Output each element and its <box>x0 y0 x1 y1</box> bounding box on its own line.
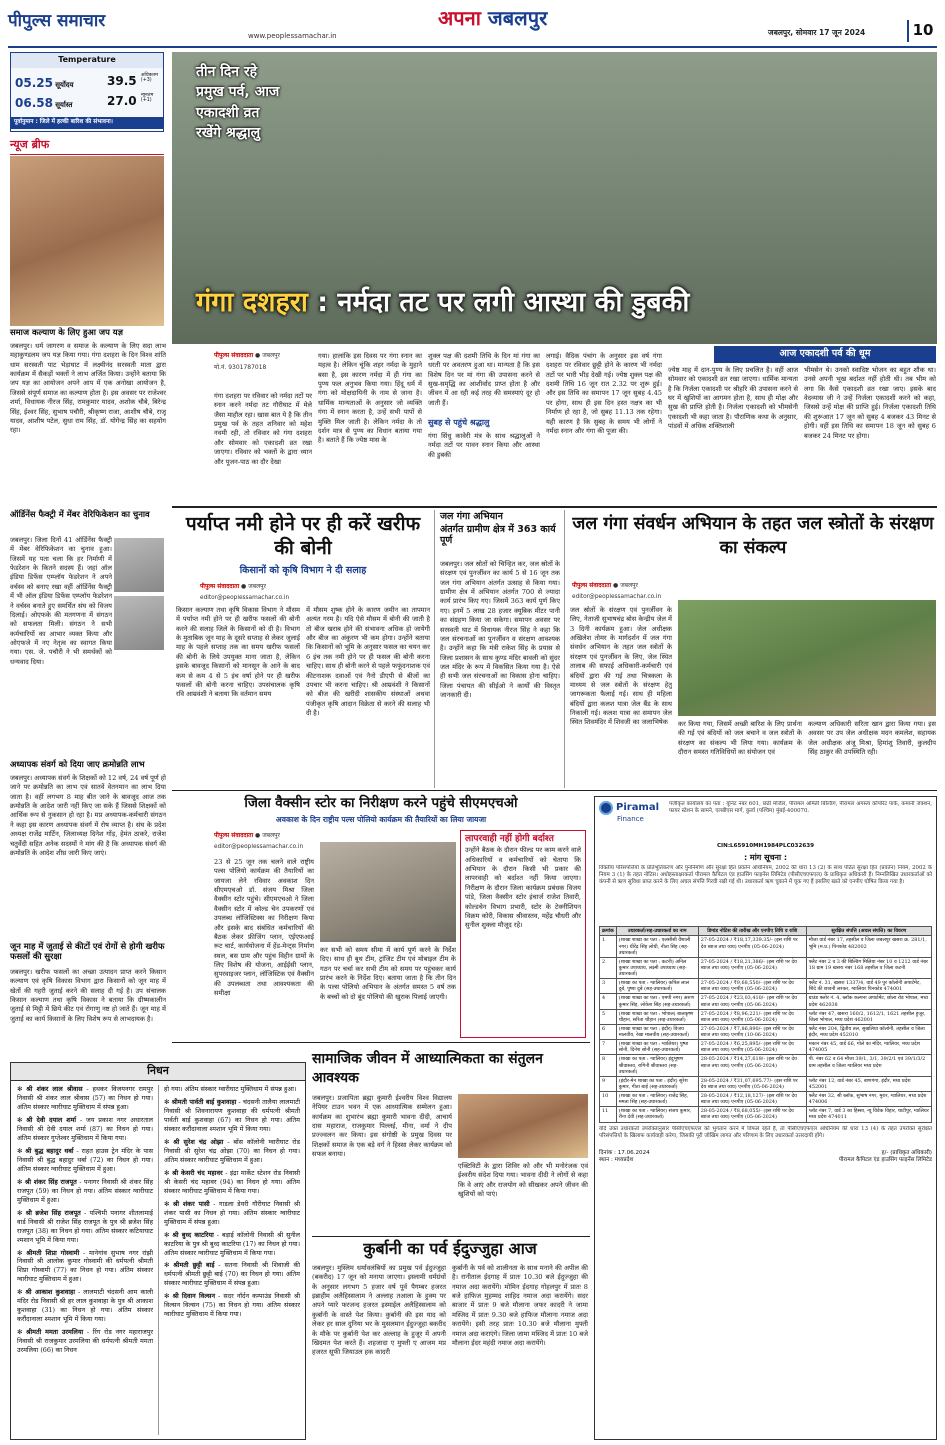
obituary-entry: ✻ श्री बुद्ध बहादुर थर्बा - राहत हाउस ट्रेन मंदिर के पास निवासी श्री बुद्ध बहादुर थर्बा (72) का निधन हो गया। अंतिम संस्कार ग्वारीघाट मुक्तिधाम में हुआ। <box>17 1146 153 1173</box>
vaccine-byline: पीपुल्स संवाददाता ● जबलपुर <box>214 832 281 839</box>
vaccine-sidebar-body: उन्होंने बैठक के दौरान फील्ड पर काम करने वाले अधिकारियों व कर्मचारियों को चेताया कि अभियान के दौरान किसी भी प्रकार की लापरवाही को बर्दाश्त नहीं किया जाएगा। निरीक्षण के दौरान जिला कार्यक्रम प्रबंधक विजय पांडे, जिला वैक्सीन स्टोर इंचार्ज राजेश तिवारी, कोल्डचेन विभाग प्रभारी, स्टोर के टेक्नीशियन विक्रम कोरी, विकास श्रीवास्तव, महेंद्र चौधरी और सुनील शुक्ला मौजूद रहे। <box>465 846 581 930</box>
vaccine-byline-name: पीपुल्स संवाददाता <box>214 832 254 839</box>
lead-body-3: शुक्ल पक्ष की दशमी तिथि के दिन मां गंगा का धरती पर अवतरण हुआ था। मान्यता है कि इस विशेष दिन पर मां गंगा की उपासना करने से सुख-समृद्धि का आशीर्वाद प्राप्त होता है और जीवन में आ रही कई तरह की समस्याएं दूर हो जाती हैं। <box>428 352 540 407</box>
lead-byline-city: जबलपुर <box>262 352 281 359</box>
piramal-cin: CIN:L65910MH1984PLC032639 <box>716 843 815 849</box>
obituary-entry: ✻ श्री शंकर लाल श्रीवास - हथकर विजयनगर रामपुर निवासी श्री शंकर लाल श्रीवास (57) का निधन हो गया। अंतिम संस्कार ग्वारीघाट मुक्तिधाम में संपन्न हुआ। <box>17 1085 153 1111</box>
spiritual-bottom-rule <box>312 1236 590 1237</box>
vaccine-bottom-rule <box>172 1042 590 1043</box>
kharif-email: editor@peoplessamachar.co.in <box>200 595 290 601</box>
notice-cell-borrower: (इंदौर-मेन शाखा का पता : इंदौर) सुरेश कुमार, गीता बाई (सह-उधारकर्ता) <box>616 1076 698 1091</box>
notice-cell-borrower: (शाखा शाखा का पता : ग्वालियर) पुष्पा सोनी, दिनेश सोनी (सह-उधारकर्ता) <box>616 1040 698 1055</box>
min-temp-row <box>107 93 163 109</box>
vaccine-headline: जिला वैक्सीन स्टोर का निरीक्षण करने पहुंचे सीएमएचओ <box>244 795 518 811</box>
notice-row <box>600 1107 932 1122</box>
piramal-table <box>599 926 932 1122</box>
obituary-name: श्रीमती छुट्टी बाई <box>173 1261 215 1270</box>
notice-cell-borrower: (शाखा शाखा का पता : कटनी) अनिल कुमार उपाध्याय, लक्ष्मी उपाध्याय (सह-उधारकर्ता) <box>616 957 698 978</box>
notice-cell-no: 2 <box>600 957 617 978</box>
masthead-rule <box>8 46 937 48</box>
notice-cell-property: प्लॉट नंबर 47, खसरा 160/2, 1612/1, 1621 तहसील हुजूर, जिला भोपाल, मध्य प्रदेश 462001 <box>806 1009 931 1024</box>
sunrise-row <box>15 75 103 91</box>
jal-ganga-short-headline-1: जल गंगा अभियान <box>440 511 503 522</box>
obituary-entry: ✻ श्री देवी दयाल शर्मा - जय प्रकाश नगर अधारताल निवासी श्री देवी दयाल शर्मा (87) का निधन हो गया। अंतिम संस्कार गुप्तेश्वर मुक्तिधाम में किया गया। <box>17 1115 153 1142</box>
obituary-entry: ✻ श्रीमती ममता उरमलिया - रिंग रोड नगर महाराजपुर निवासी श्री राजकुमार उरमलिया की धर्मपत्नी श्रीमती ममता उरमलिया (66) का निधन <box>17 1328 153 1355</box>
news-brief-label: न्यूज ब्रीफ <box>10 138 164 155</box>
kharif-right-divider <box>434 510 435 788</box>
notice-cell-property: फ्लैट नं. 31, खसरा 1337/4, वार्ड 49 पुर कॉलोनी अपार्टमेंट, शिंदे की छावनी लश्कर, ग्वालियर पिनकोड 474001 <box>806 979 931 994</box>
sunset-label: सूर्यास्त <box>55 101 73 109</box>
lead-body-5: लगाई। वैदिक पंचांग के अनुसार इस वर्ष गंगा दशहरा पर रविवार छुट्टी होने के कारण भी नर्मदा तटों पर भारी भीड़ देखी गई। ज्येष्ठ शुक्ल पक्ष की दशमी तिथि 16 जून रात 2.32 पर शुरू हुई। और इस तिथि का समापन 17 जून सुबह 4.45 पर होगा, साथ ही इस दिन हस्त नक्षत्र का भी निर्माण हो रहा है, जो सुबह 11.13 तक रहेगा। यही कारण है कि सुबह के समय भी लोगों ने नर्मदा स्नान और गंगा की पूजा की। <box>546 352 662 435</box>
notice-cell-borrower: (शाखा शाखा का पता : एमपी नगर) अरुण कुमार सिंह, लोकेश सिंह (सह-उधारकर्ता) <box>616 994 698 1009</box>
jal-ganga-short-body: जबलपुर। जल स्रोतों को चिन्हित कर, जल स्रोतों के संरक्षण एवं पुनर्जीवन का कार्य 5 से 16 जून तक जल गंगा अभियान अंतर्गत उत्साह से किया गया। ग्रामीण क्षेत्र में अभियान अंतर्गत 700 से ज्यादा कार्य प्रारंभ किए गए। जिसमें 363 कार्य पूर्ण किए गए। इनमें 5 लाख 28 हजार क्यूबिक मीटर पानी का संग्रहण किया जा सकेगा। समापन अवसर पर सरस्वती घाट में विधायक नीरज सिंह ने कहा कि जल संरचनाओं का पुनर्जीवन व संरक्षण आवश्यक है। उन्होंने कहा कि मंत्री राकेश सिंह के प्रयास से जिला प्रशासन के साथ कुण्ड मंदिर बावली को सुंदर जल मंदिर के रूप में विकसित किया गया है। ऐसे ही सभी जल संरचनाओं का विकास होना चाहिए। जिला पंचायत की सीईओ ने कार्यों की विस्तृत जानकारी दी। <box>440 560 560 700</box>
obituary-name: श्रीमती ममता उरमलिया <box>26 1328 84 1337</box>
paper-name: पीपुल्स समाचार <box>8 11 106 31</box>
max-temp-row <box>107 73 163 89</box>
piramal-company-name: Piramal <box>616 802 660 814</box>
notice-cell-property: प्लॉट नंबर 12, वार्ड नंबर 45, बाणगंगा, इंदौर, मध्य प्रदेश 452001 <box>806 1076 931 1091</box>
vaccine-body-1: 23 से 25 जून तक चलने वाले राष्ट्रीय पल्स पोलियो कार्यक्रम की तैयारियों का जायजा लेने रविवार अवकाश दिन सीएमएचओ डॉ. संजय मिश्रा जिला वैक्सीन स्टोर पहुंचे। सीएमएचओ ने जिला वैक्सीन स्टोर में कोल्ड चेन उपकरणों एवं उपलब्ध लॉजिस्टिक्स का निरीक्षण किया और इसके बाद संबंधित कर्मचारियों की बैठक लेकर फ्रीजिंग प्लान, एईएफआई रूट चार्ट, कार्ययोजना में हेंड-मेन्ट्स निर्माण स्थल, बस ग्राम और पहुंच विहीन ग्रामों के लिए विशेष की योजना, आईईसी प्लान, सुपरवाइजर प्लान, लॉजिस्टिक एवं वैक्सीन की उपलब्धता तथा आवश्यकता की समीक्षा <box>214 858 314 998</box>
obituary-entry: ✻ श्री ब्रजेश सिंह राजपूत - पश्चिमी पनागर शीतलामाई वार्ड निवासी श्री राजेश सिंह राजपूत के पुत्र श्री ब्रजेश सिंह राजपूत (38) का निधन हो गया। अंतिम संस्कार कटियाघाट श्मशान भूमि में किया गया। <box>17 1208 153 1244</box>
obituary-entry <box>164 1085 300 1094</box>
notice-row <box>600 1055 932 1076</box>
kharif-byline-name: पीपुल्स संवाददाता <box>200 583 240 590</box>
obituary-name: श्रीमती शिप्रा गोस्वामी <box>26 1248 80 1257</box>
ekadashi-body-2: भीमसेन थे। उनको स्वादिष्ट भोजन का बहुत शौक था। उनसे अपनी भूख बर्दाश्त नहीं होती थी। तब भीम को लगा कि कैसे एकादशी व्रत रखा जाए। इसके बाद वेदव्यास जी ने उन्हें निर्जला एकादशी करने को कहा, जिससे उन्हें मोक्ष की प्राप्ति हुई। निर्जला एकादशी तिथि की शुरूआत 17 जून को सुबह 4 बजकर 43 मिनट से होगी। वहीं इस तिथि का समापन 18 जून को सुबह 6 बजकर 24 मिनट पर होगा। <box>804 366 936 440</box>
notice-cell-demand: 27-05-2024 / ₹8,96,221/- (इस राशि पर देय ब्याज तथा व्यय) एनपीए (05-06-2024) <box>698 1009 806 1024</box>
notice-cell-property: ग्राउंड फ्लोर नं. 4, ब्लॉक कल्पना अपार्टमेंट, छोला रोड भोपाल, मध्य प्रदेश 462038 <box>806 994 931 1009</box>
jal-ganga-main-byline-city: जबलपुर <box>620 582 639 589</box>
obituary-box <box>10 1062 306 1440</box>
lead-body-4: गंगा सिंधु कावेरी मंत्र के साथ श्रद्धालुओं ने नर्मदा तटों पर पावन स्नान किया और आस्था की डुबकी <box>428 432 540 459</box>
jal-ganga-main-body-1: जल स्रोतों के संरक्षण एवं पुनर्जीवन के लिए, नेताजी सुभाषचंद्र बोस केन्द्रीय जेल में 3 दिनी कार्यक्रम हुआ। जेल अधीक्षक अखिलेश तोमर के मार्गदर्शन में जल गंगा संवर्धन अभियान के तहत जल स्त्रोतों के संरक्षण एवं पुनर्जीवन के लिए, जेल स्थित तालाब की सफाई अधिकारी-कर्मचारी एवं बंदियों द्वारा की गई तथा चित्रकला के माध्यम से जल स्त्रोतों के संरक्षण हेतु जागरूकता फैलाई गई। साथ ही महिला बंदियों द्वारा कलश यात्रा जेल बैंड के साथ निकाली गई। कलश यात्रा का समापन जेल स्थित शिवमंदिर में शिवजी का जलाभिषेक <box>570 606 672 727</box>
max-temp: 39.5 <box>107 74 137 88</box>
obituary-entry: ✻ श्री दिवान विल्सन - सदर नॉर्दन कम्पाउंड निवासी श्री विल्सन विल्सन (75) का निधन हो गया। अंतिम संस्कार ग्वारीघाट मुक्तिधाम में किया गया। <box>164 1292 300 1319</box>
notice-cell-demand: 28-05-2024 / ₹8,68,055/- (इस राशि पर देय ब्याज तथा व्यय) एनपीए (05-06-2024) <box>698 1107 806 1122</box>
sunset-time: 06.58 <box>15 96 53 110</box>
notice-cell-demand: 28-05-2024 / ₹12,18,127/- (इस राशि पर देय ब्याज तथा व्यय) एनपीए (05-06-2024) <box>698 1092 806 1107</box>
weather-box <box>10 52 164 132</box>
spiritual-body-2: एक्टिविटी के द्वारा शिविर को और भी मनोरंजक एवं ईश्वरीय संदेश दिया गया। भावना दीदी ने लोगों से कहा कि वे आएं और राजयोग को सीखकर अपने जीवन की खुशियों को पाएं। <box>458 1162 588 1199</box>
obituary-text: हो गया। अंतिम संस्कार ग्वारीघाट मुक्तिधाम में संपन्न हुआ। <box>164 1085 297 1093</box>
sunset-row <box>15 95 103 111</box>
notice-cell-no: 4 <box>600 994 617 1009</box>
notice-row <box>600 957 932 978</box>
page-number: 10 <box>907 20 937 42</box>
notice-cell-demand: 28-05-2024 / ₹31,07,695.77/- (इस राशि पर देय ब्याज तथा व्यय) एनपीए (05-06-2024) <box>698 1076 806 1091</box>
notice-cell-no: 11 <box>600 1107 617 1122</box>
notice-cell-borrower: (शाखा शाखा का पता : भोपाल) बालकृष्ण चौहान, सरिता चौहान (सह-उधारकर्ता) <box>616 1009 698 1024</box>
notice-cell-demand: 27-05-2024 / ₹18,17,339.35/- (इस राशि पर देय ब्याज तथा व्यय) एनपीए (05-06-2024) <box>698 936 806 957</box>
jal-ganga-main-headline: जल गंगा संवर्धन अभियान के तहत जल स्त्रोतों के संरक्षण का संकल्प <box>572 514 934 559</box>
mid-rule <box>172 790 937 791</box>
obituary-entry: ✻ श्रीमती छुट्टी बाई - सतना निवासी श्री शिवाजी की धर्मपत्नी श्रीमती छुट्टी बाई (70) का निधन हो गया। अंतिम संस्कार ग्वारीघाट मुक्तिधाम में संपन्न हुआ। <box>164 1261 300 1288</box>
section-title-a: अपना <box>438 6 481 30</box>
notice-cell-no: 1 <box>600 936 617 957</box>
vaccine-sidebar <box>460 830 586 1038</box>
col-header-borrower: उधारकर्ता/सह-उधारकर्ता का नाम <box>616 927 698 936</box>
obituary-entry: ✻ श्री सुरेश चंद्र ओझा - बाँस कॉलोनी ग्वारीघाट रोड निवासी श्री सुरेश चंद्र ओझा (70) का निधन हो गया। अंतिम संस्कार ग्वारीघाट मुक्तिधाम में हुआ। <box>164 1137 300 1164</box>
obituary-text: - रिंग रोड नगर महाराजपुर निवासी श्री राजकुमार उरमलिया की धर्मपत्नी श्रीमती ममता उरमलिया (66) का निधन <box>17 1328 153 1355</box>
kharif-body-2: में मौसम शुष्क होने के कारण जमीन का तापमान अत्यंत गरम है। यदि ऐसे मौसम में बोनी की जाती है तो बीज खराब होने की संभावना अधिक हो जायेगी और बीज का अंकुरण भी कम होगा। उन्होंने बताया कि किसानों को भूमि के अनुसार फसल का चयन कर 6 इंच तक नमी होने पर ही फसल की बोनी करना चाहिए। साथ ही बोनी करने से पहले फफूंदनाशक एवं कीटनाशक दवाओं एवं नैनो डीएपी से बीजों का उपचार भी करना चाहिए। श्री आम्रवंशी ने किसानों को बीज की खरीदी शासकीय संस्थाओं अथवा पंजीकृत कृषि आदान विक्रेता से करने की सलाह भी दी है। <box>306 606 430 717</box>
piramal-intro: विक्तीय परिसंपत्तियों के प्रतिभूतिकरण और पुनर्निर्माण और सुरक्षा हित प्रवर्तन अधिनियम, 2002 की धारा 13 (2) के साथ पठित सुरक्षा हित (प्रवर्तन) नियम, 2002 के नियम 3 (1) के तहत नोटिस। अधोहस्ताक्षरकर्ता पीरामल कैपिटल एंड हाउसिंग फाइनेंस लिमिटेड (पीसीएचएफएल) के प्राधिकृत अधिकारी हैं। निम्नलिखित उधारकर्ताओं को कंपनी से ऋण सुविधा प्राप्त करने के लिए अचल संपत्ति गिरवी रखी गई थी। उधारकर्ता ऋण चुकाने में चूक गए हैं इसलिए खाते को एनपीए घोषित किया गया है। <box>599 865 932 886</box>
notice-cell-demand: 27-05-2024 / ₹6,25,895/- (इस राशि पर देय ब्याज तथा व्यय) एनपीए (05-06-2024) <box>698 1040 806 1055</box>
spiritual-body-1: जबलपुर। प्रजापिता ब्रह्मा कुमारी ईश्वरीय विश्व विद्यालय नेपियर टाउन भवन में एक आध्यात्मिक सम्मेलन हुआ। कार्यक्रम का शुभारंभ ब्रह्मा कुमारी भावना दीदी, आचार्य दास महाराज, राजकुमार पिल्लई, मीना, वर्मा ने दीप प्रज्ज्वलन कर किया। इस संगोष्ठी के प्रमुख दिवस पर शिक्षकों समाज के एक बड़े वर्ग ने हिस्सा लेकर कार्यक्रम को सफल बनाया। <box>312 1094 452 1159</box>
jal-ganga-short-headline-2: अंतर्गत ग्रामीण क्षेत्र में 363 कार्य पूर्ण <box>440 524 556 546</box>
jal-ganga-main-body-3: कल्याण अधिकारी सरिता खान द्वारा किया गया। इस अवसर पर उप जेल अधीक्षक मदन कमलेश, सहायक जेल अधीक्षक अंजू मिश्रा, हिमांशु तिवारी, कुलदीप सिंह ठाकुर की उपस्थिति रही। <box>808 720 936 757</box>
obituary-col-2 <box>164 1085 300 1435</box>
min-label: न्यूनतम <box>140 93 154 98</box>
eid-body-1: जबलपुर। मुस्लिम धर्मावलंबियों का प्रमुख पर्व ईदुज्जुहा (बकरीद) 17 जून को मनाया जाएगा। इस्लामी धर्मग्रंथों के अनुसार लगभग 5 हजार वर्ष पूर्व पैगम्बर हजरत इब्राहीम अलैहिस्सलाम ने अल्लाह तआला के हुक्म पर अपने प्यारे फरजन्द हजरत इस्माईल अलैहिस्सलाम को कुर्बानी के वास्ते पेश किया। कुर्बानी की इस याद को लेकर हर साल दुनिया भर के मुसलमान ईदुज्जुहा बकरीद के मौके पर कुर्बानी पेश कर अल्लाह के हुजूर में अपनी खिदमत पेश करते हैं। शहजादा ए मुफ्ती ए आजम मप्र हजरत सूफी जियाउल हक कादरी <box>312 1264 446 1357</box>
jal-ganga-main-body-2: कर किया गया, जिसमें अच्छी बारिश के लिए प्रार्थना की गई एवं बंदियों को जल बचाने व जल स्त्रोतों के संरक्षण का संकल्प भी लिया गया। कार्यक्रम के दौरान समस्त गतिविधियों का संयोजन एवं <box>678 720 802 757</box>
lead-headline <box>196 286 936 320</box>
obituary-entry: ✻ श्रीमती पार्वती बाई कुशवाहा - चंदसनी तालैया लालमाटी निवासी श्री शिवनारायण कुशवाहा की धर्मपत्नी श्रीमती पार्वती बाई कुशवाहा (67) का निधन हो गया। अंतिम संस्कार करौंदानाला श्मशान भूमि में किया गया। <box>164 1097 300 1133</box>
kharif-subhead: किसानों को कृषि विभाग ने दी सलाह <box>239 565 367 576</box>
eid-headline: कुर्बानी का पर्व ईदुज्जुहा आज <box>363 1239 537 1258</box>
lead-photo-caption: तीन दिन रहे प्रमुख पर्व, आज एकादशी व्रत रखेंगे श्रद्धालु <box>196 64 280 141</box>
col-header-demand: डिमांड नोटिस की तारीख और एनपीए तिथि व राशि <box>698 927 806 936</box>
max-label: अधिकतम <box>140 73 158 78</box>
kharif-headline: पर्याप्त नमी होने पर ही करें खरीफ की बोनी <box>185 513 421 560</box>
lead-bottom-rule <box>172 506 937 508</box>
lead-body-2: गया। हालांकि इस दिवस पर गंगा स्नान का महत्व है। लेकिन चूंकि शहर नर्मदा के मुहाने बसा है, इस कारण नर्मदा में ही गंगा का पुण्य फल अनुभव किया गया। हिंदू धर्म में गंगा को मोक्षदायिनी के नाम से जाना है। धार्मिक मान्यताओं के अनुसार जो व्यक्ति गंगा में स्नान करता है, उन्हें सभी पापों से मुक्ति मिल जाती है। लेकिन नर्मदा के तो दर्शन मात्र से पुण्य का विधान बताया गया है। बताते हैं कि ज्येष्ठ मास के <box>318 352 422 445</box>
lead-byline-name: पीपुल्स संवाददाता <box>214 352 254 359</box>
notice-cell-property: पी. नंबर 62 व 64 मौजा 39/1, 3/1, 39/2/1 एवं 39/1/3/2 ग्राम तहसील व जिला ग्वालियर मध्य प्रदेश <box>806 1055 931 1076</box>
max-delta: (+3) <box>140 78 152 84</box>
col-header-property: सुरक्षित संपत्ति (अचल संपत्ति) का विवरण <box>806 927 931 936</box>
notice-cell-no: 6 <box>600 1024 617 1039</box>
ploughing-headline: जून माह में जुताई से कीटों एवं रोगों से होगी खरीफ फसलों की सुरक्षा <box>10 941 165 961</box>
notice-row <box>600 1076 932 1091</box>
notice-cell-demand: 27-05-2024 / ₹7,86,890/- (इस राशि पर देय ब्याज तथा व्यय) एनपीए (10-06-2024) <box>698 1024 806 1039</box>
jal-ganga-main-email: editor@peoplessamachar.co.in <box>572 594 662 600</box>
obituary-text: - सदर नॉर्दन कम्पाउंड निवासी श्री विल्सन विल्सन (75) का निधन हो गया। अंतिम संस्कार ग्वारीघाट मुक्तिधाम में किया गया। <box>164 1292 300 1319</box>
sunrise-label: सूर्योदय <box>55 81 74 89</box>
vaccine-photo <box>320 842 456 942</box>
weather-title: Temperature <box>11 53 163 68</box>
piramal-notice <box>594 796 937 1440</box>
obituary-entry: ✻ श्री शंकर पासी - गाडला डेयरी गौरीघाट निवासी श्री शंकर पासी का निधन हो गया। अंतिम संस्कार ग्वारीघाट मुक्तिधाम में संपन्न हुआ। <box>164 1199 300 1226</box>
lead-byline: पीपुल्स संवाददाता ● जबलपुर <box>214 352 281 359</box>
piramal-table-header <box>600 927 932 936</box>
teachers-body: जबलपुर। अध्यापक संवर्ग के शिक्षकों को 12 वर्ष, 24 वर्ष पूर्ण हो जाने पर क्रमोन्नति का लाभ एवं सातवें वेतनमान का लाभ दिया जाता है। वहीं लगभग 8 माह बीत जाने के बावजूद आज तक क्रमोन्नति के आदेश जारी नहीं किए जा सके हैं जिससे शिक्षकों को आर्थिक रूप से नुकसान हो रहा है। मप्र अध्यापक-कर्मचारी संगठन ने कहा इस कारण अध्यापक संवर्ग में रोष व्याप्त है। संघ के प्रदेश अध्यक्ष राजेंद्र मार्टिन, जिलाध्यक्ष दिनेश गोंड़, हेमंत ठाकरे, राजेश चतुर्वेदी सहित अनेक सदस्यों ने मांग की है कि अध्यापक संवर्ग की क्रमोन्नति के आदेश शीघ्र जारी किए जाएं। <box>10 774 166 857</box>
masthead <box>8 6 937 46</box>
notice-cell-demand: 28-05-2024 / ₹14,27,619/- (इस राशि पर देय ब्याज तथा व्यय) एनपीए (05-06-2024) <box>698 1055 806 1076</box>
obituary-text: - बाँस कॉलोनी ग्वारीघाट रोड निवासी श्री सुरेश चंद्र ओझा (70) का निधन हो गया। अंतिम संस्कार ग्वारीघाट मुक्तिधाम में हुआ। <box>164 1137 300 1164</box>
notice-cell-property: फ्लैट नंबर 204, द्वितीय तल, सुखलिया कॉलोनी, तहसील व जिला इंदौर, मध्य प्रदेश 452010 <box>806 1024 931 1039</box>
notice-cell-no: 10 <box>600 1092 617 1107</box>
obituary-text: - मानेगांव सुभाष नगर रांझी निवासी श्री आलोक कुमार गोस्वामी की धर्मपत्नी श्रीमती शिप्रा गोस्वामी (77) का निधन हो गया। अंतिम संस्कार ग्वारीघाट मुक्तिधाम में हुआ। <box>17 1248 153 1284</box>
jal-ganga-divider <box>564 510 565 788</box>
obituary-text: - हथकर विजयनगर रामपुर निवासी श्री शंकर लाल श्रीवास (57) का निधन हो गया। अंतिम संस्कार ग्वारीघाट मुक्तिधाम में संपन्न हुआ। <box>17 1085 153 1111</box>
notice-cell-borrower: (शाखा शाखा का पता : एलसीसी वैशाली नगर) धीरेंद्र सिंह लोधी, नीता सिंह (सह-उधारकर्ता) <box>616 936 698 957</box>
website-url: www.peoplessamachar.in <box>248 32 337 40</box>
obituary-text: - जय प्रकाश नगर अधारताल निवासी श्री देवी दयाल शर्मा (87) का निधन हो गया। अंतिम संस्कार गुप्तेश्वर मुक्तिधाम में किया गया। <box>17 1115 153 1142</box>
notice-cell-no: 8 <box>600 1055 617 1076</box>
obituary-text: - राहत हाउस ट्रेन मंदिर के पास निवासी श्री बुद्ध बहादुर थर्बा (72) का निधन हो गया। अंतिम संस्कार ग्वारीघाट मुक्तिधाम में हुआ। <box>17 1146 153 1173</box>
notice-cell-property: प्लॉट नंबर 7, वार्ड 3 का हिस्सा, न्यू विवेक विहार, थाटीपुर, ग्वालियर मध्य प्रदेश 474011 <box>806 1107 931 1122</box>
obituary-col-1 <box>17 1085 153 1435</box>
obituary-name: श्री शंकर पासी <box>172 1199 210 1208</box>
ekadashi-body-1: ज्येष्ठ माह में दान-पुण्य के लिए प्रचलित है। वहीं आज सोमवार को एकादशी व्रत रखा जाएगा। धार्मिक मान्यता है कि निर्जला एकादशी पर श्रीहरि की उपासना करने से घर में खुशियों का आगमन होता है, साथ ही मोक्ष और सुख की प्राप्ति होती है। निर्जला एकादशी को भीमसेनी एकादशी भी कहा जाता है। पौराणिक कथा के अनुसार, पांडवों में अधिक शक्तिशाली <box>668 366 798 431</box>
eid-body-2: कुर्बानी के पर्व को शालीनता के साथ मनाने की अपील की है। रानीताल ईदगाह में प्रातः 10.30 बजे ईदुज्जुहा की नमाज अदा करायेंगे। मोमिन ईदगाह गोहलपुर में प्रातः 8 बजे हाफिज मुहम्मद शाहिद नमाज अदा करायेंगे। सदर बाजार में प्रातः 9 बजे मौलाना जफर कादरी ने जामा मस्जिद में प्रातः 9.30 बजे हाफिज मौलाना नमाज अदा करायेंगे। इसी तरह प्रातः 10.30 बजे मौलाना मुफ्ती नमाज अदा कराएंगे। जिला जामा मस्जिद में प्रातः 10 बजे मौलाना ईदर महंदी नमाज अदा करायेंगे। <box>452 1264 588 1347</box>
notice-cell-demand: 27-05-2024 / ₹23,03,410/- (इस राशि पर देय ब्याज तथा व्यय) एनपीए (05-06-2024) <box>698 994 806 1009</box>
obituary-entry: ✻ श्री केसरी चंद महावर - इंद्रा मार्केट स्टेशन रोड निवासी श्री केसरी चंद महावर (94) का निधन हो गया। अंतिम संस्कार ग्वारीघाट मुक्तिधाम में किया गया। <box>164 1168 300 1195</box>
vaccine-byline-city: जबलपुर <box>262 832 281 839</box>
jal-ganga-photo <box>678 600 936 716</box>
jal-ganga-main-byline: पीपुल्स संवाददाता ● जबलपुर <box>572 582 639 589</box>
obituary-name: श्री देवी दयाल शर्मा <box>26 1115 77 1124</box>
obituary-label: निधन <box>147 1064 169 1077</box>
notice-cell-no: 9 <box>600 1076 617 1091</box>
obituary-entry: ✻ श्रीमती शिप्रा गोस्वामी - मानेगांव सुभाष नगर रांझी निवासी श्री आलोक कुमार गोस्वामी की धर्मपत्नी श्रीमती शिप्रा गोस्वामी (77) का निधन हो गया। अंतिम संस्कार ग्वारीघाट मुक्तिधाम में हुआ। <box>17 1248 153 1284</box>
ordnance-headline: ऑर्डिनेंस फैक्ट्री में मेंबर वेरिफिकेशन का चुनाव <box>10 509 150 519</box>
obituary-text: - बड़ाई कॉलोनी निवासी श्री सुनील काटरिया के पुत्र श्री बुध्द काटरिया (17) का निधन हो गया। अंतिम संस्कार ग्वारीघाट मुक्तिधाम में किया गया। <box>164 1230 300 1257</box>
min-temp: 27.0 <box>107 94 137 108</box>
obituary-label-bar <box>11 1063 305 1081</box>
min-delta: (+1) <box>140 98 152 104</box>
ekadashi-label: आज एकादशी पर्व की धूम <box>714 346 936 363</box>
piramal-signature: ह/- (प्राधिकृत अधिकारी) <box>881 1149 932 1156</box>
lead-subhead-morning: सुबह से पहुंचे श्रद्धालु <box>428 418 490 427</box>
obituary-entry: ✻ श्री बुध्द काटरिया - बड़ाई कॉलोनी निवासी श्री सुनील काटरिया के पुत्र श्री बुध्द काटरिया (17) का निधन हो गया। अंतिम संस्कार ग्वारीघाट मुक्तिधाम में किया गया। <box>164 1230 300 1257</box>
obituary-name: श्रीमती पार्वती बाई कुशवाहा <box>171 1097 237 1106</box>
obituary-text: - पश्चिमी पनागर शीतलामाई वार्ड निवासी श्री राजेश सिंह राजपूत के पुत्र श्री ब्रजेश सिंह राजपूत (38) का निधन हो गया। अंतिम संस्कार कटियाघाट श्मशान भूमि में किया गया। <box>17 1208 153 1244</box>
notice-cell-no: 5 <box>600 1009 617 1024</box>
piramal-company-sub: Finance <box>617 815 644 823</box>
obituary-name: श्री शंकर सिंह राजपूत <box>24 1177 77 1186</box>
section-title <box>438 6 547 30</box>
obituary-text: - चंदसनी तालैया लालमाटी निवासी श्री शिवनारायण कुशवाहा की धर्मपत्नी श्रीमती पार्वती बाई कुशवाहा (67) का निधन हो गया। अंतिम संस्कार करौंदानाला श्मशान भूमि में किया गया। <box>164 1097 300 1133</box>
piramal-corp-office: पंजीकृत कार्यालय का पता : यूनिट नंबर 601, छठी मंजिल, पीरामल अमिती बिल्डिंग, पीरामल अगस्त्य कॉर्पोरेट पार्क, कमानी जंक्शन, फायर स्टेशन के सामने, एलबीएस मार्ग, कुर्ला (पश्चिम) मुंबई-400070. <box>669 801 932 815</box>
yagya-photo <box>10 156 164 326</box>
spiritual-photo <box>458 1094 588 1158</box>
lead-mobile: मो.नं. 9301787018 <box>214 364 267 371</box>
notice-cell-property: मौजा वार्ड नंबर 17, तहसील व जिला जबलपुर खसरा क्र. 281/1, भूमि (म.प्र.) पिनकोड 482002 <box>806 936 931 957</box>
lead-body-1: गंगा दशहरा पर रविवार को नर्मदा तटों पर स्नान करने नर्मदा तट गौरीघाट में मेले जैसा माहौल रहा। खास बात ये है कि तीन प्रमुख पर्व के तहत शनिवार को महेश नवमी रही, तो रविवार को गंगा दशहरा और सोमवार को एकादशी व्रत रखा जाएगा। रविवार को भक्तों के द्वारा ध्यान और पूजन-पाठ का दौर देखा <box>214 392 312 466</box>
notice-cell-property: मकान नंबर 45, वार्ड 66, गोले का मंदिर, ग्वालियर, मध्य प्रदेश 474005 <box>806 1040 931 1055</box>
notice-cell-borrower: (शाखा का पता : ग्वालियर) राजेंद्र सिंह, ममता सिंह (सह-उधारकर्ता) <box>616 1092 698 1107</box>
notice-cell-demand: 27-05-2024 / ₹18,21,386/- (इस राशि पर देय ब्याज तथा व्यय) एनपीए (05-06-2024) <box>698 957 806 978</box>
notice-cell-property: फ्लैट नंबर 2 व 3 की बिल्डिंग मिलिया नंबर 10 व 1212 वार्ड नंबर 18 ग्राम 19 खसरा नंबर 168 तहसील व जिला कटनी <box>806 957 931 978</box>
obituary-name: श्री बुद्ध बहादुर थर्बा <box>25 1146 74 1155</box>
weather-forecast: पूर्वानुमान : जिले में हल्की बारिश की संभावना। <box>11 117 163 129</box>
jal-ganga-main-byline-name: पीपुल्स संवाददाता <box>572 582 612 589</box>
notice-row <box>600 1009 932 1024</box>
piramal-place: स्थान : मध्यप्रदेश <box>599 1157 634 1164</box>
obituary-name: श्री केसरी चंद महावर <box>171 1168 223 1177</box>
piramal-logo-icon <box>599 801 613 815</box>
yagya-body: जबलपुर। धर्म जागरण व समाज के कल्याण के लिए सदा लाभ महाकुण्डलम जप यज्ञ किया गया। गंगा दशहरा के दिन विश्व शांति धाम सरस्वती पाट भेड़ाघाट में लक्ष्मीनंद सरस्वती माता द्वारा कार्यक्रम में सैकड़ों भक्तों ने लाभ अर्जित किया। उन्होंने बताया कि जप यज्ञ का आयोजन अपने आप में एक अनोखा आयोजन है, जिससे संपूर्ण समाज का कल्याण होता है। इस अवसर पर राजेश्वर शर्मा, विधायक नीरज सिंह, रामकुमार यादव, अशोक चौबे, बिरेन्द्र सिंह, ईश्वर सिंह, सुभाष पचौरी, श्रीकृष्ण राजा, आशीष चौबे, राजू यादव, आशीष पटेल, सुधा राम सिंह, डॉ. योगेन्द्र सिंह का सहयोग रहा। <box>10 342 166 435</box>
notice-cell-property: फ्लैट नंबर 32, सी ब्लॉक, सुभाष नगर, मुरार, ग्वालियर, मध्य प्रदेश 474006 <box>806 1092 931 1107</box>
obituary-name: श्री आकाश कुशवाहा <box>25 1288 76 1297</box>
obituary-name: श्री शंकर लाल श्रीवास <box>26 1085 83 1093</box>
notice-row <box>600 936 932 957</box>
piramal-title: : मांग सूचना : <box>743 852 788 862</box>
notice-row <box>600 1092 932 1107</box>
obituary-name: श्री सुरेश चंद्र ओझा <box>173 1137 224 1146</box>
notice-cell-borrower: (शाखा शाखा का पता : इंदौर) विजय मालवीय, रेखा मालवीय (सह-उधारकर्ता) <box>616 1024 698 1039</box>
spiritual-headline: सामाजिक जीवन में आध्यात्मिकता का संतुलन आवश्यक <box>312 1051 543 1087</box>
piramal-company-line: पीरामल कैपिटल एंड हाउसिंग फाइनेंस लिमिटेड <box>838 1157 932 1164</box>
teachers-headline: अध्यापक संवर्ग को दिया जाए क्रमोन्नति लाभ <box>10 759 145 769</box>
obituary-entry: ✻ श्री आकाश कुशवाहा - लालमाटी चंदसनी आम काली मंदिर रोड निवासी श्री हर लाल कुशवाहा के पुत्र श्री आकाश कुशवाहा (31) का निधन हो गया। अंतिम संस्कार करौंदानाला श्मशान भूमि में किया गया। <box>17 1288 153 1324</box>
notice-cell-demand: 27-05-2024 / ₹9,68,550/- (इस राशि पर देय ब्याज तथा व्यय) एनपीए (05-06-2024) <box>698 979 806 994</box>
notice-cell-no: 7 <box>600 1040 617 1055</box>
notice-row <box>600 1040 932 1055</box>
obituary-name: श्री बुध्द काटरिया <box>172 1230 214 1239</box>
ordnance-body: जबलपुर। जिला दिनों 41 ऑर्डिनेंस फैक्ट्री में मेंबर वेरिफिकेशन का चुनाव हुआ। जिसमें यह पता चला कि हर निर्माणी में फेडरेशन के कितने सदस्य हैं। जहां ऑल इंडिया डिफेंस एम्प्लॉय फेडरेशन ने अपने वर्चस्व को बनाए रखा वहीं ऑर्डिनेंस फैक्ट्री में भी ऑल इंडिया डिफेंस एम्प्लॉय फेडरेशन ने वर्चस्व बनाते हुए समर्थित संघ को विजय दिलाई। ओएफके की मतगणना में संगठन को सफलता मिली। संगठन ने सभी कर्मचारियों का आभार व्यक्त किया और ओएफजे में नए नेतृत्व का स्वागत किया गया। एस. जे. पचौरी ने भी समर्थकों को धन्यवाद दिया। <box>10 536 112 666</box>
vaccine-body-2: कर सभी को समय सीमा में कार्य पूर्ण करने के निर्देश दिए। साथ ही बूथ टीम, ट्रांजिट टीम एवं मोबाइल टीम के गठन पर चर्चा कर सभी टीम को समय पर पहुंचकर कार्य प्रारंभ करने के निर्देश दिए। बताया जाता है कि तीन दिन के पल्स पोलियो अभियान के अंतर्गत समस्त 5 वर्ष तक के बच्चों को दो बूंद पोलियो की खुराक पिलाई जाएगी। <box>320 946 456 1001</box>
obituary-text: - लालमाटी चंदसनी आम काली मंदिर रोड निवासी श्री हर लाल कुशवाहा के पुत्र श्री आकाश कुशवाहा (31) का निधन हो गया। अंतिम संस्कार करौंदानाला श्मशान भूमि में किया गया। <box>17 1288 153 1324</box>
notice-cell-borrower: (शाखा का पता : ग्वालियर) संजय कुमार, रीना देवी (सह-उधारकर्ता) <box>616 1107 698 1122</box>
ploughing-body: जबलपुर। खरीफ फसलों का अच्छा उत्पादन प्राप्त करने किसान कल्याण एवं कृषि विकास विभाग द्वारा किसानों को जून माह में खेतों की गहरी जुताई करने की सलाह दी गई है। उप संचालक किसान कल्याण तथा कृषि विकास ने बताया कि ग्रीष्मकालीन जुताई से मिट्टी में छिपे कीट एवं रोगाणु नष्ट हो जाते हैं। जून माह में जुताई का कार्य किसानों के लिए विशेष रूप से लाभदायक है। <box>10 968 166 1023</box>
obituary-col-divider <box>158 1085 159 1435</box>
dateline: जबलपुर, सोमवार 17 जून 2024 <box>768 28 866 37</box>
kharif-body-1: किसान कल्याण तथा कृषि विकास विभाग ने मौसम में पर्याप्त नमी होने पर ही खरीफ फसलों की बोनी करने की सलाह जिले के किसानों को दी है। विभाग के मुताबिक जून माह के दूसरे सप्ताह से लेकर जुलाई माह के पहले सप्ताह तक का समय खरीफ फसलों की बोनी के लिये उपयुक्त माना जाता है, लेकिन इसके बावजूद किसानों को मानसून के आने के बाद कम से कम 4 से 5 इंच वर्षा होने पर ही खरीफ फसलों की बोनी करना चाहिए। उपसंचालक कृषि रवि आम्रवंशी ने बताया कि वर्तमान समय <box>176 606 300 699</box>
obituary-text: - सतना निवासी श्री शिवाजी की धर्मपत्नी श्रीमती छुट्टी बाई (70) का निधन हो गया। अंतिम संस्कार ग्वारीघाट मुक्तिधाम में संपन्न हुआ। <box>164 1261 300 1288</box>
piramal-logo <box>599 801 663 824</box>
ordnance-person-photo-1 <box>114 538 164 592</box>
lead-headline-part1: गंगा दशहरा <box>196 287 308 318</box>
yagya-headline: समाज कल्याण के लिए हुआ जप यज्ञ <box>10 327 124 337</box>
obituary-text: - इंद्रा मार्केट स्टेशन रोड निवासी श्री केसरी चंद महावर (94) का निधन हो गया। अंतिम संस्कार ग्वारीघाट मुक्तिधाम में किया गया। <box>164 1168 300 1195</box>
obituary-name: श्री ब्रजेश सिंह राजपूत <box>25 1208 81 1217</box>
notice-cell-borrower: (शाखा का पता : ग्वालियर) कपिल लाल दुबे, पुष्पा दुबे (सह-उधारकर्ता) <box>616 979 698 994</box>
notice-cell-no: 3 <box>600 979 617 994</box>
obituary-text: - पनागर निवासी श्री शंकर सिंह राजपूत (59) का निधन हो गया। अंतिम संस्कार ग्वारीघाट मुक्तिधाम में हुआ। <box>17 1177 153 1204</box>
notice-row <box>600 994 932 1009</box>
vaccine-email: editor@peoplessamachar.co.in <box>214 844 304 850</box>
vaccine-sidebar-headline: लापरवाही नहीं होगी बर्दाश्त <box>465 834 554 844</box>
col-header-no: क्रमांक <box>600 927 617 936</box>
kharif-byline: पीपुल्स संवाददाता ● जबलपुर <box>200 583 267 590</box>
vaccine-subhead: अवकाश के दिन राष्ट्रीय पल्स पोलियो कार्यक्रम की तैयारियों का लिया जायजा <box>275 815 487 824</box>
obituary-entry: ✻ श्री शंकर सिंह राजपूत - पनागर निवासी श्री शंकर सिंह राजपूत (59) का निधन हो गया। अंतिम संस्कार ग्वारीघाट मुक्तिधाम में हुआ। <box>17 1177 153 1204</box>
kharif-byline-city: जबलपुर <box>248 583 267 590</box>
notice-row <box>600 979 932 994</box>
ordnance-person-photo-2 <box>114 596 164 650</box>
notice-row <box>600 1024 932 1039</box>
obituary-name: श्री दिवान विल्सन <box>172 1292 216 1301</box>
sunrise-time: 05.25 <box>15 76 53 90</box>
notice-cell-borrower: (शाखा का पता : ग्वालियर) इंदुभूषण श्रीवास्तव, रागिनी श्रीवास्तव (सह-उधारकर्ता) <box>616 1055 698 1076</box>
piramal-footer: यदि उक्त उधारकर्ता उपरोक्तानुसार पीसीएचएफएल को भुगतान करने में विफल रहते हैं, तो पीसीएचएफएल अधिनियम की धारा 13 (4) के तहत उपरोक्त सुरक्षित परिसंपत्तियों के खिलाफ कार्यवाही करेगा, जिसकी पूरी जोखिम लागत और परिणाम के लिए उधारकर्ता उत्तरदायी होंगे। <box>599 1125 932 1139</box>
lead-headline-part2: : नर्मदा तट पर लगी आस्था की डुबकी <box>317 287 690 318</box>
piramal-date: दिनांक : 17.06.2024 <box>599 1149 650 1156</box>
section-title-b: जबलपुर <box>487 6 548 30</box>
paper-logo <box>8 10 158 36</box>
obituary-text: - गाडला डेयरी गौरीघाट निवासी श्री शंकर पासी का निधन हो गया। अंतिम संस्कार ग्वारीघाट मुक्तिधाम में संपन्न हुआ। <box>164 1199 300 1226</box>
